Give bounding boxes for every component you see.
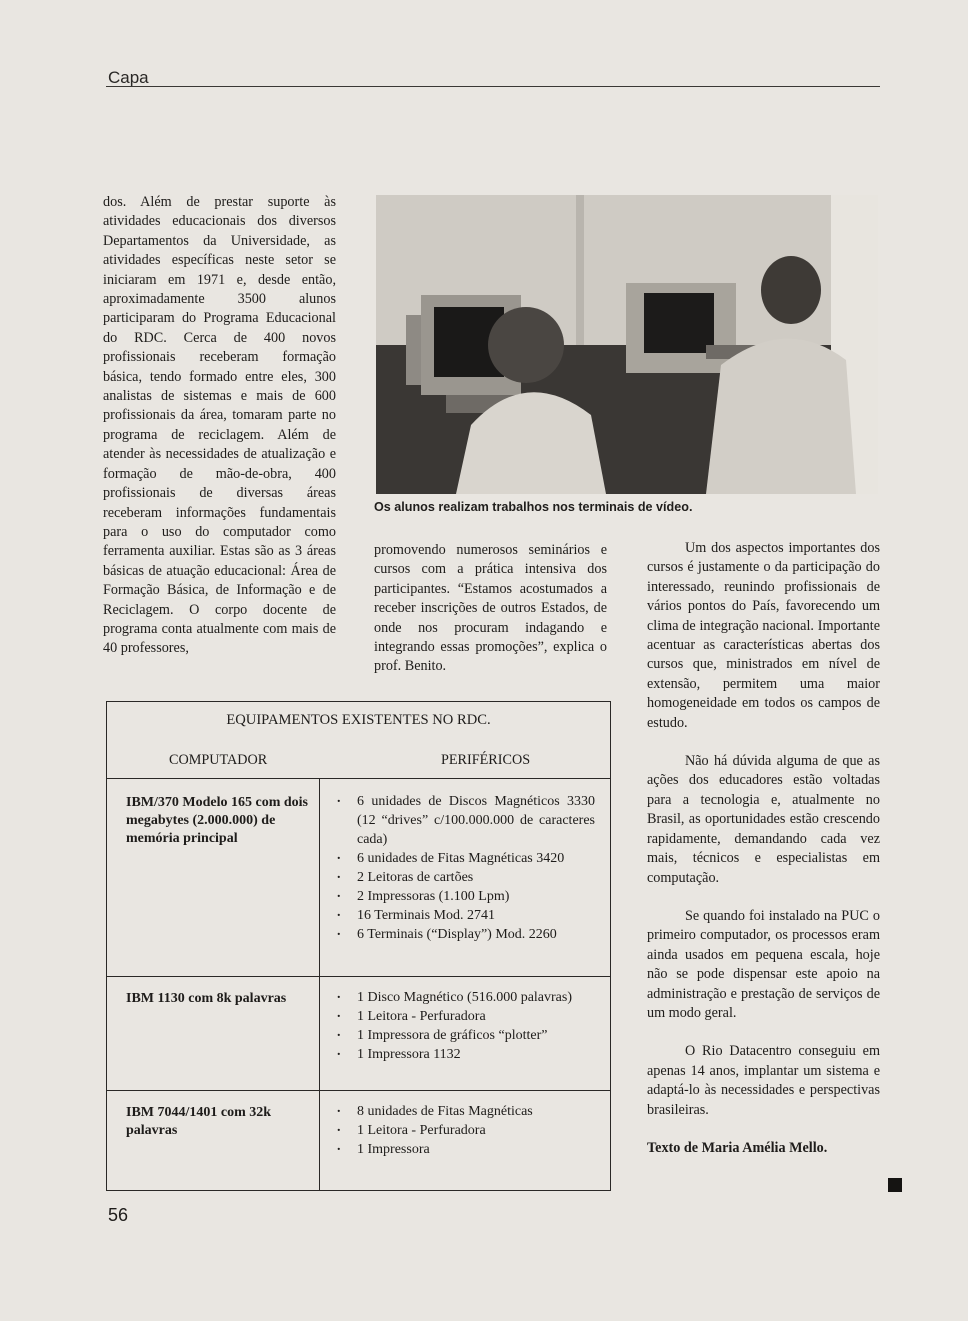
paragraph: Um dos aspectos importantes dos cursos é justamente o da participação do interessado, reunindo profissionais de vários pontos do País, favorecendo um clima de integração nacional. Importante acentuar as características abertas dos cursos que, ministrados em nível de extensão, permitem uma maior homogeneidade em todos os campos de estudo. [647,540,880,731]
peripheral-item: . 1 Leitora - Perfuradora [337,1007,595,1026]
column-right [647,539,880,1177]
peripheral-item: . 1 Disco Magnético (516.000 palavras) [337,988,595,1007]
table-rule [107,1090,610,1091]
author-credit: Texto de Maria Amélia Mello. [647,1139,828,1156]
peripheral-item: . 6 unidades de Fitas Magnéticas 3420 [337,849,595,868]
peripheral-item: . 2 Impressoras (1.100 Lpm) [337,887,595,906]
header-rule [106,86,880,87]
column-left [103,193,336,659]
table-column-divider [319,778,320,1190]
section-label: Capa [108,68,149,87]
paragraph: Não há dúvida alguma de que as ações dos educadores estão voltadas para a tecnologia e, atualmente no Brasil, as oportunidades estão crescendo rapidamente, demandando cada vez mais, técnicos e especialistas em computação. [647,753,880,886]
peripheral-item: . 1 Impressora [337,1140,595,1159]
table-cell-computer: IBM/370 Modelo 165 com dois megabytes (2.000.000) de memória principal [126,795,308,846]
table-rule [107,778,610,779]
peripheral-item: . 6 unidades de Discos Magnéticos 3330 (12 “drives” c/100.000.000 de caracteres cada) [337,792,595,849]
photo-illustration [376,195,878,494]
table-header-peripherals: PERIFÉRICOS [441,752,531,768]
table-cell-peripherals [337,792,595,944]
table-cell-peripherals [337,1102,595,1159]
paragraph: promovendo numerosos seminários e cursos com a prática intensiva dos participantes. “Estamos acostumados a receber inscrições de outros Estados, de onde nos procuram indagando e integrando essas promoções”, explica o prof. Benito. [374,542,607,675]
paragraph: dos. Além de prestar suporte às atividades educacionais dos diversos Departamentos da Universidade, as atividades específicas neste setor se iniciaram em 1971 e, desde então, aproximadamente 3500 alunos participaram do Programa Educacional do RDC. Cerca de 400 novos profissionais receberam formação básica, tendo formado entre eles, 300 analistas de sistemas e mais de 600 profissionais da área, tomaram parte no programa de reciclagem. Além de atender às necessidades de atualização e formação de mão-de-obra, 400 profissionais de diversas áreas receberam informações fundamentais para o uso do computador como ferramenta auxiliar. Estas são as 3 áreas básicas de atuação educacional: Área de Formação Básica, de Informação e de Reciclagem. O corpo docente de programa conta atualmente com mais de 40 professores, [103,194,336,657]
peripheral-item: . 1 Leitora - Perfuradora [337,1121,595,1140]
equipment-table [106,701,611,1191]
table-header-computer: COMPUTADOR [169,752,268,768]
paragraph: O Rio Datacentro conseguiu em apenas 14 anos, implantar um sistema e adaptá-lo às necessidades e perspectivas brasileiras. [647,1043,880,1118]
paragraph: Se quando foi instalado na PUC o primeiro computador, os processos eram ainda usados em pequena escala, hoje não se pode dispensar este apoio na administração e prestação de serviços de um modo geral. [647,907,880,1021]
peripheral-item: . 16 Terminais Mod. 2741 [337,906,595,925]
table-cell-computer: IBM 1130 com 8k palavras [126,991,287,1006]
table-title: EQUIPAMENTOS EXISTENTES NO RDC. [226,712,491,728]
photo-caption: Os alunos realizam trabalhos nos terminais de vídeo. [374,500,693,514]
table-cell-computer: IBM 7044/1401 com 32k palavras [126,1105,272,1138]
peripheral-item: . 1 Impressora de gráficos “plotter” [337,1026,595,1045]
peripheral-item: . 2 Leitoras de cartões [337,868,595,887]
table-rule [107,976,610,977]
peripheral-item: . 6 Terminais (“Display”) Mod. 2260 [337,925,595,944]
column-middle [374,541,607,677]
peripheral-item: . 8 unidades de Fitas Magnéticas [337,1102,595,1121]
photo-students-at-terminals [376,195,878,494]
end-mark [888,1178,902,1192]
page-number: 56 [108,1205,129,1225]
table-cell-peripherals [337,988,595,1064]
peripheral-item: . 1 Impressora 1132 [337,1045,595,1064]
